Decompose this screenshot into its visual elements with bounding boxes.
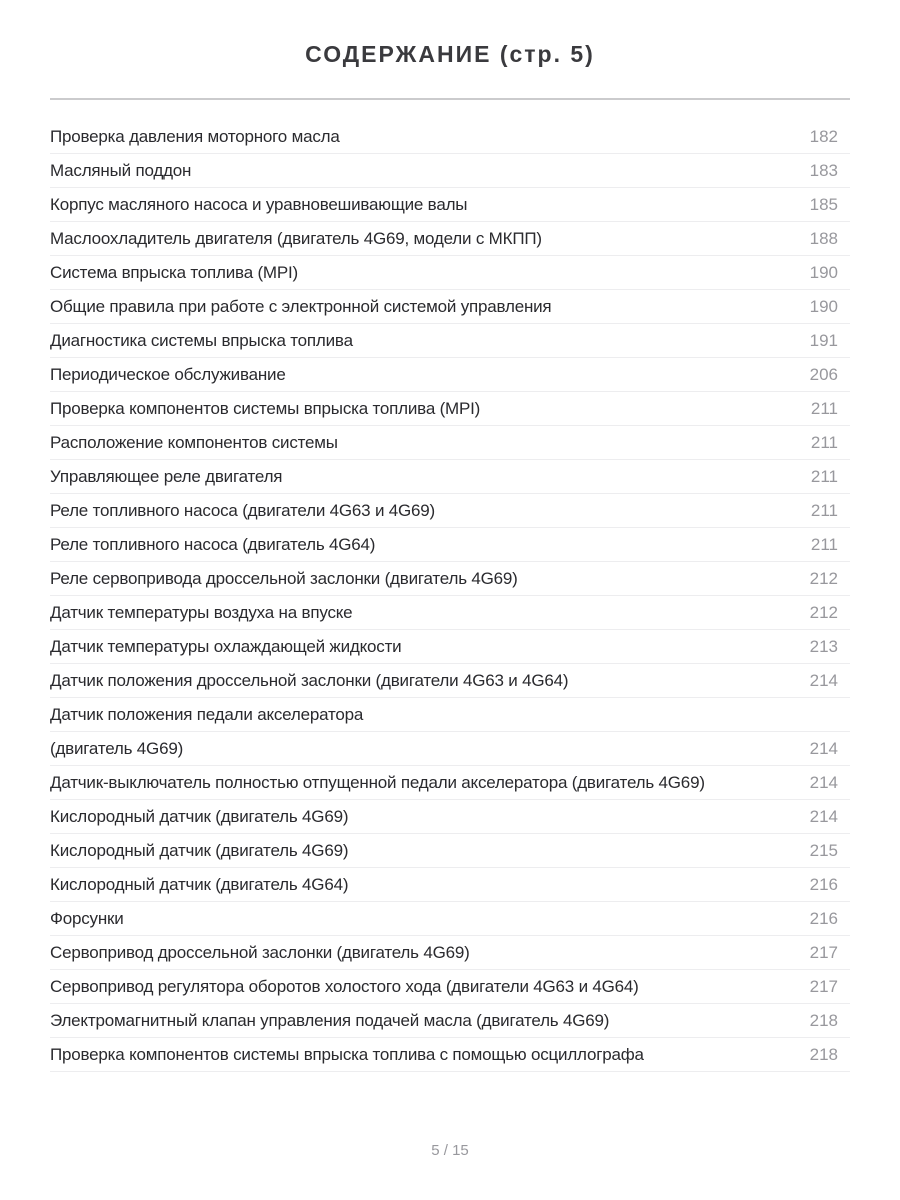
toc-entry-title: Проверка давления моторного масла xyxy=(50,126,340,146)
toc-entry-title: Форсунки xyxy=(50,908,124,928)
toc-entry-title: Управляющее реле двигателя xyxy=(50,466,283,486)
toc-entry-title: Проверка компонентов системы впрыска топлива с помощью осциллографа xyxy=(50,1044,644,1064)
toc-row xyxy=(50,426,850,460)
toc-entry-page: 214 xyxy=(809,806,838,826)
toc-row xyxy=(50,800,850,834)
toc-entry-title: Датчик температуры охлаждающей жидкости xyxy=(50,636,402,656)
toc-entry-page: 217 xyxy=(809,942,838,962)
toc-row xyxy=(50,324,850,358)
title-divider xyxy=(50,98,850,100)
toc-row xyxy=(50,596,850,630)
toc-entry-title: (двигатель 4G69) xyxy=(50,738,184,758)
toc-row xyxy=(50,664,850,698)
toc-entry-title: Масляный поддон xyxy=(50,160,192,180)
toc-entry-title: Кислородный датчик (двигатель 4G69) xyxy=(50,806,349,826)
toc-row xyxy=(50,868,850,902)
toc-entry-title: Система впрыска топлива (MPI) xyxy=(50,262,299,282)
toc-entry-page: 212 xyxy=(809,602,838,622)
toc-entry-page: 217 xyxy=(809,976,838,996)
toc-entry-page: 188 xyxy=(809,228,838,248)
toc-row xyxy=(50,494,850,528)
toc-entry-title: Датчик-выключатель полностью отпущенной педали акселератора (двигатель 4G69) xyxy=(50,772,705,792)
toc-entry-page: 191 xyxy=(809,330,838,350)
toc-entry-page: 214 xyxy=(809,772,838,792)
toc-row xyxy=(50,460,850,494)
toc-entry-page: 214 xyxy=(809,670,838,690)
toc-row xyxy=(50,222,850,256)
toc-entry-title: Датчик положения дроссельной заслонки (двигатели 4G63 и 4G64) xyxy=(50,670,569,690)
toc-entry-title: Проверка компонентов системы впрыска топлива (MPI) xyxy=(50,398,481,418)
toc-entry-page: 206 xyxy=(809,364,838,384)
toc-row xyxy=(50,766,850,800)
toc-row xyxy=(50,970,850,1004)
toc-entry-page: 182 xyxy=(809,126,838,146)
toc-row xyxy=(50,1004,850,1038)
toc-entry-title: Общие правила при работе с электронной системой управления xyxy=(50,296,552,316)
toc-entry-page: 190 xyxy=(809,262,838,282)
toc-row xyxy=(50,936,850,970)
toc-entry-title: Расположение компонентов системы xyxy=(50,432,338,452)
toc-row xyxy=(50,834,850,868)
toc-entry-page: 183 xyxy=(809,160,838,180)
toc-entry-title: Реле топливного насоса (двигатель 4G64) xyxy=(50,534,376,554)
toc-entry-title: Кислородный датчик (двигатель 4G64) xyxy=(50,874,349,894)
toc-entry-title: Сервопривод дроссельной заслонки (двигатель 4G69) xyxy=(50,942,470,962)
toc-entry-page: 211 xyxy=(810,534,838,554)
toc-entry-title: Датчик положения педали акселератора xyxy=(50,704,364,724)
toc-entry-page: 218 xyxy=(809,1010,838,1030)
toc-list xyxy=(50,120,850,1072)
toc-entry-title: Периодическое обслуживание xyxy=(50,364,286,384)
toc-entry-page: 216 xyxy=(809,908,838,928)
toc-row xyxy=(50,290,850,324)
toc-entry-title: Корпус масляного насоса и уравновешивающие валы xyxy=(50,194,468,214)
toc-entry-title: Кислородный датчик (двигатель 4G69) xyxy=(50,840,349,860)
toc-row xyxy=(50,698,850,732)
toc-row xyxy=(50,154,850,188)
toc-entry-title: Сервопривод регулятора оборотов холостого хода (двигатели 4G63 и 4G64) xyxy=(50,976,639,996)
page-title: СОДЕРЖАНИЕ (стр. 5) xyxy=(305,41,595,67)
toc-entry-title: Диагностика системы впрыска топлива xyxy=(50,330,353,350)
toc-entry-page: 218 xyxy=(809,1044,838,1064)
toc-row xyxy=(50,528,850,562)
page-indicator: 5 / 15 xyxy=(431,1142,469,1159)
toc-entry-title: Датчик температуры воздуха на впуске xyxy=(50,602,353,622)
toc-entry-page: 212 xyxy=(809,568,838,588)
toc-row xyxy=(50,902,850,936)
toc-entry-page: 214 xyxy=(809,738,838,758)
toc-entry-page: 216 xyxy=(809,874,838,894)
toc-row xyxy=(50,256,850,290)
toc-entry-title: Маслоохладитель двигателя (двигатель 4G69, модели с МКПП) xyxy=(50,228,542,248)
toc-entry-page: 211 xyxy=(810,500,838,520)
toc-entry-page: 215 xyxy=(809,840,838,860)
toc-row xyxy=(50,1038,850,1072)
toc-row xyxy=(50,120,850,154)
toc-entry-title: Реле топливного насоса (двигатели 4G63 и 4G69) xyxy=(50,500,436,520)
toc-entry-title: Реле сервопривода дроссельной заслонки (двигатель 4G69) xyxy=(50,568,518,588)
toc-row xyxy=(50,732,850,766)
toc-row xyxy=(50,188,850,222)
toc-entry-page: 185 xyxy=(809,194,838,214)
toc-row xyxy=(50,630,850,664)
toc-entry-page: 211 xyxy=(810,398,838,418)
toc-row xyxy=(50,392,850,426)
toc-entry-page: 211 xyxy=(810,466,838,486)
toc-row xyxy=(50,358,850,392)
toc-entry-page: 190 xyxy=(809,296,838,316)
toc-entry-page: 211 xyxy=(810,432,838,452)
toc-entry-page: 213 xyxy=(809,636,838,656)
toc-row xyxy=(50,562,850,596)
toc-entry-title: Электромагнитный клапан управления подачей масла (двигатель 4G69) xyxy=(50,1010,610,1030)
